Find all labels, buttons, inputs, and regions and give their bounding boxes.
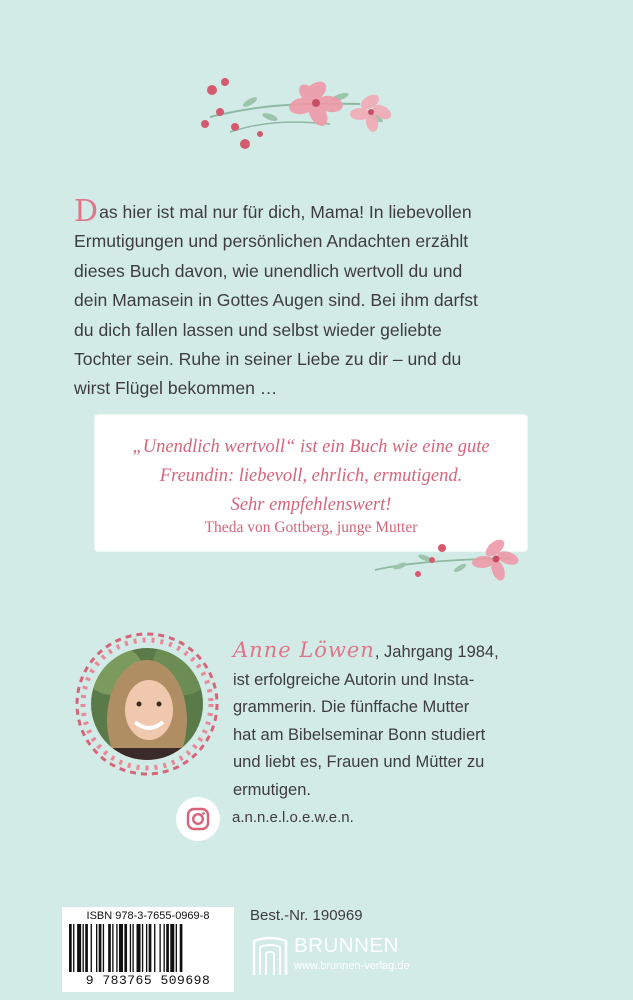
author-bio-line: grammerin. Die fünffache Mutter	[233, 698, 470, 716]
quote-attribution: Theda von Gottberg, junge Mutter	[204, 519, 418, 536]
instagram-handle: a.n.n.e.l.o.e.w.e.n.	[232, 809, 354, 826]
author-bio-line: hat am Bibelseminar Bonn studiert	[233, 725, 486, 744]
blurb-line: as hier ist mal nur für dich, Mama! In liebevollen	[99, 202, 472, 222]
author-photo	[73, 630, 221, 778]
blurb-line: dein Mamasein in Gottes Augen sind. Bei ihm darfst	[74, 290, 478, 311]
blurb-line: Ermutigungen und persönlichen Andachten erzählt	[74, 231, 469, 252]
blurb-initial: D	[74, 194, 99, 229]
blurb-line: Tochter sein. Ruhe in seiner Liebe zu dir – und du	[74, 349, 462, 370]
blurb-line: dieses Buch davon, wie unendlich wertvoll du und	[74, 260, 463, 281]
review-quote	[95, 433, 527, 520]
instagram-icon	[176, 797, 220, 841]
blurb-line: wirst Flügel bekommen …	[74, 378, 278, 399]
brunnen-logo-icon	[250, 935, 290, 977]
order-number: Best.-Nr. 190969	[250, 907, 363, 924]
quote-line: Freundin: liebevoll, ehrlich, ermutigend.	[159, 466, 463, 486]
isbn-barcode	[62, 907, 234, 992]
author-bio-line: ermutigen.	[233, 780, 311, 799]
barcode-bars	[67, 924, 229, 972]
quote-line: „Unendlich wertvoll“ ist ein Buch wie eine gute	[132, 437, 490, 457]
author-name: Anne Löwen	[233, 638, 375, 662]
author-bio	[233, 637, 573, 804]
book-blurb	[74, 194, 574, 404]
barcode-digits: 9 783765 509698	[85, 973, 211, 988]
author-bio-line: und liebt es, Frauen und Mütter zu	[233, 753, 485, 771]
publisher-name: BRUNNEN	[294, 934, 399, 957]
blurb-line: du dich fallen lassen und selbst wieder geliebte	[74, 319, 442, 340]
floral-decoration-top	[190, 62, 415, 162]
quote-line: Sehr empfehlenswert!	[230, 495, 392, 515]
floral-decoration-card	[370, 530, 530, 590]
author-bio-line: , Jahrgang 1984,	[374, 643, 499, 661]
isbn-label: ISBN 978-3-7655-0969-8	[86, 910, 210, 922]
author-bio-line: ist erfolgreiche Autorin und Insta-	[233, 670, 475, 689]
publisher-url: www.brunnen-verlag.de	[294, 960, 410, 972]
